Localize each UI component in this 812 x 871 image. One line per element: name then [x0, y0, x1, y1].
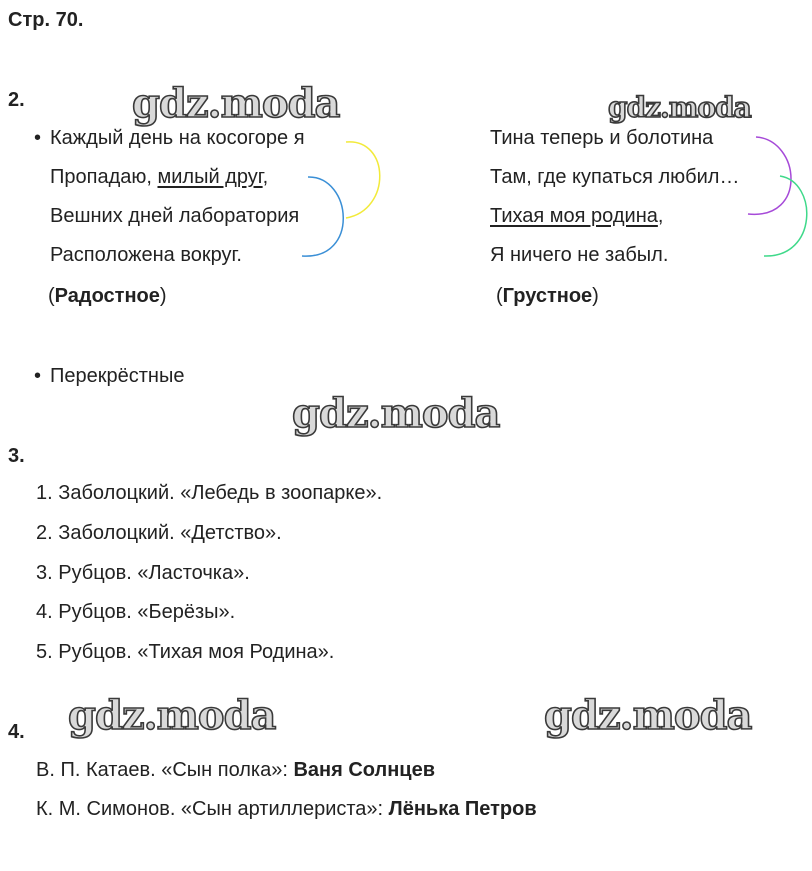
list-item: 3. Рубцов. «Ласточка».: [36, 562, 250, 584]
left-poem-line-2-start: Пропадаю,: [50, 166, 158, 188]
list-item: 2. Заболоцкий. «Детство».: [36, 522, 282, 544]
left-poem-line-4: Расположена вокруг.: [50, 244, 242, 266]
mood-radostnoe: Радостное: [54, 285, 160, 307]
underlined-phrase-tikhaya-rodina: Тихая моя родина: [490, 205, 658, 227]
mood-paren-close: ): [159, 285, 167, 307]
watermark-2: gdz.moda: [608, 91, 751, 124]
section-4-item-2: [36, 797, 537, 821]
rhyme-arc-blue: [302, 177, 343, 256]
mood-grustnoe: Грустное: [502, 285, 593, 307]
right-poem-line-2: Там, где купаться любил…: [490, 166, 740, 188]
section-4-item-1-prefix: В. П. Катаев. «Сын полка»:: [36, 759, 294, 781]
answer-lenka-petrov: Лёнька Петров: [388, 798, 537, 820]
watermark-4: gdz.moda: [68, 692, 276, 739]
watermark-3: gdz.moda: [292, 390, 500, 437]
rhyme-arc-yellow: [346, 142, 380, 218]
rhyme-type-bullet: •: [34, 365, 42, 387]
underlined-phrase-mily-drug: милый друг: [157, 166, 263, 188]
watermark-5: gdz.moda: [544, 692, 752, 739]
section-3-number: 3.: [8, 445, 25, 467]
right-poem-line-4: Я ничего не забыл.: [490, 244, 669, 266]
rhyme-arc-purple: [748, 137, 791, 214]
mood-paren-open: (: [496, 285, 503, 307]
left-poem-line-2-comma: ,: [262, 166, 269, 188]
list-item: 5. Рубцов. «Тихая моя Родина».: [36, 641, 335, 663]
section-2-number: 2.: [8, 89, 25, 111]
section-4-item-1: [36, 758, 435, 782]
rhyme-type: Перекрёстные: [50, 365, 185, 387]
right-poem-line-1: Тина теперь и болотина: [490, 127, 714, 149]
mood-paren-open: (: [48, 285, 55, 307]
left-poem-line-1: Каждый день на косогоре я: [50, 127, 305, 149]
left-poem-bullet: •: [34, 127, 42, 149]
section-4-number: 4.: [8, 721, 25, 743]
list-item: 4. Рубцов. «Берёзы».: [36, 601, 236, 623]
list-item: 1. Заболоцкий. «Лебедь в зоопарке».: [36, 482, 383, 504]
rhyme-arc-green: [764, 176, 807, 256]
right-poem-line-3-comma: ,: [657, 205, 664, 227]
answer-vanya-solntsev: Ваня Солнцев: [293, 759, 436, 781]
watermark-1: gdz.moda: [132, 80, 340, 127]
mood-paren-close: ): [592, 285, 599, 307]
section-4-item-2-prefix: К. М. Симонов. «Сын артиллериста»:: [36, 798, 389, 820]
left-poem-line-3: Вешних дней лаборатория: [50, 205, 300, 227]
page-header: Стр. 70.: [8, 9, 84, 31]
